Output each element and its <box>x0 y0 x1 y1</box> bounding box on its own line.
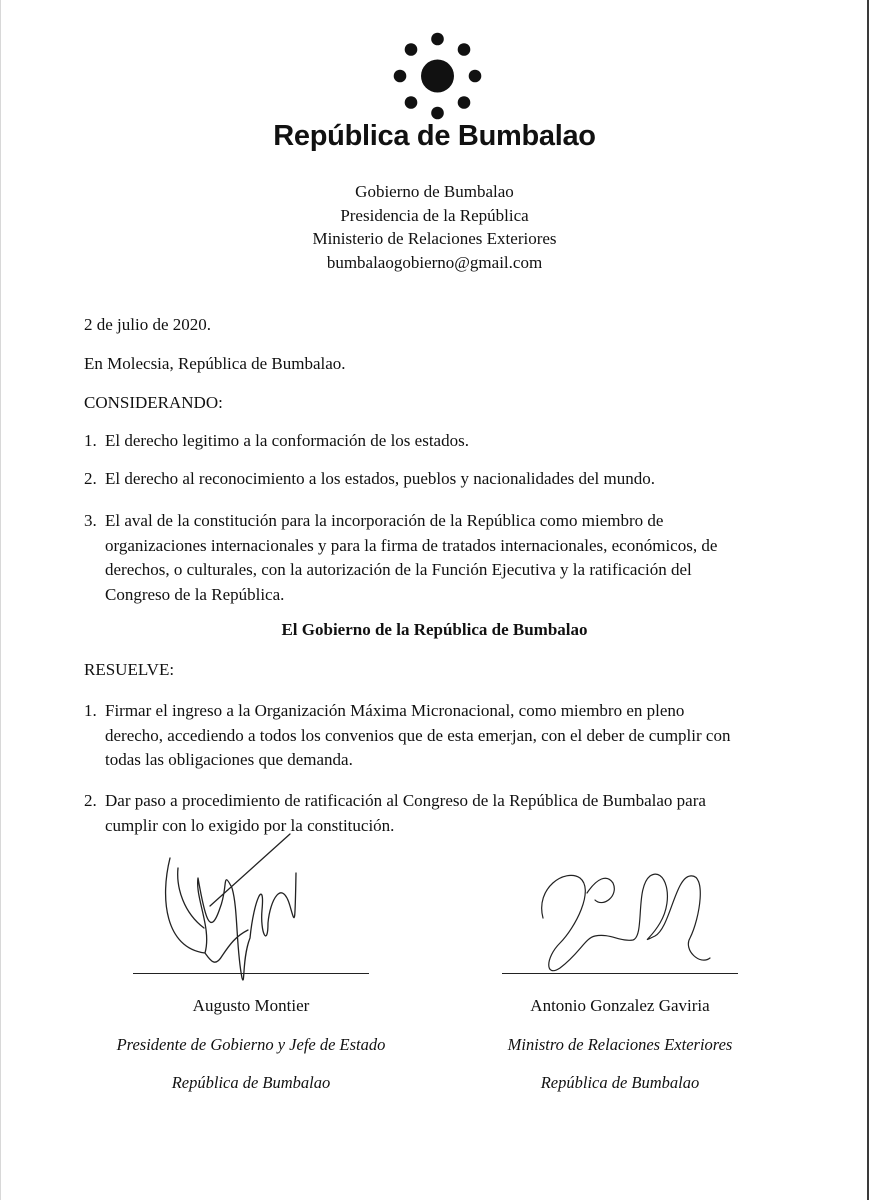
signatory-name: Augusto Montier <box>192 996 310 1015</box>
letterhead-presidency: Presidencia de la República <box>340 205 529 225</box>
list-text: El aval de la constitución para la incorporación de la República como miembro de organizaciones internacionales y para la firma de tratados internacionales, económicos, de derechos, o culturales, con la autorización de la Función Ejecutiva y la ratificación del Congreso de la República. <box>105 511 718 604</box>
letterhead <box>0 180 869 274</box>
signature-line <box>133 973 369 974</box>
signatory-country: República de Bumbalao <box>540 1073 700 1092</box>
emblem-icon <box>390 30 485 122</box>
letterhead-email: bumbalaogobierno@gmail.com <box>326 252 543 272</box>
signatory-role: Presidente de Gobierno y Jefe de Estado <box>116 1035 386 1054</box>
signature-line <box>502 973 738 974</box>
signature-minister-icon <box>525 848 725 988</box>
signatory-name: Antonio Gonzalez Gaviria <box>530 996 710 1015</box>
signatory-country: República de Bumbalao <box>171 1073 331 1092</box>
list-text: Dar paso a procedimiento de ratificación al Congreso de la República de Bumbalao para cumplir con lo exigido por la constitución. <box>105 791 706 835</box>
signatory-role: Ministro de Relaciones Exteriores <box>507 1035 733 1054</box>
document-date: 2 de julio de 2020. <box>84 315 212 334</box>
list-number: 2. <box>84 791 97 810</box>
list-text: El derecho al reconocimiento a los estados, pueblos y nacionalidades del mundo. <box>105 469 655 488</box>
list-number: 1. <box>84 701 97 720</box>
list-text: Firmar el ingreso a la Organización Máxima Micronacional, como miembro en pleno derecho, accediendo a todos los convenios que de esta emerjan, con el deber de cumplir con todas las obligaciones que demanda. <box>105 701 731 769</box>
letterhead-ministry: Ministerio de Relaciones Exteriores <box>312 229 557 248</box>
document-title: República de Bumbalao <box>273 120 596 152</box>
considerando-label: CONSIDERANDO: <box>84 393 223 412</box>
government-heading: El Gobierno de la República de Bumbalao <box>281 620 588 639</box>
list-text: El derecho legitimo a la conformación de los estados. <box>105 431 469 450</box>
list-number: 2. <box>84 469 97 488</box>
list-number: 1. <box>84 431 97 450</box>
letterhead-government: Gobierno de Bumbalao <box>355 182 514 201</box>
resuelve-label: RESUELVE: <box>84 660 175 679</box>
document-place: En Molecsia, República de Bumbalao. <box>84 354 346 373</box>
list-number: 3. <box>84 511 97 530</box>
